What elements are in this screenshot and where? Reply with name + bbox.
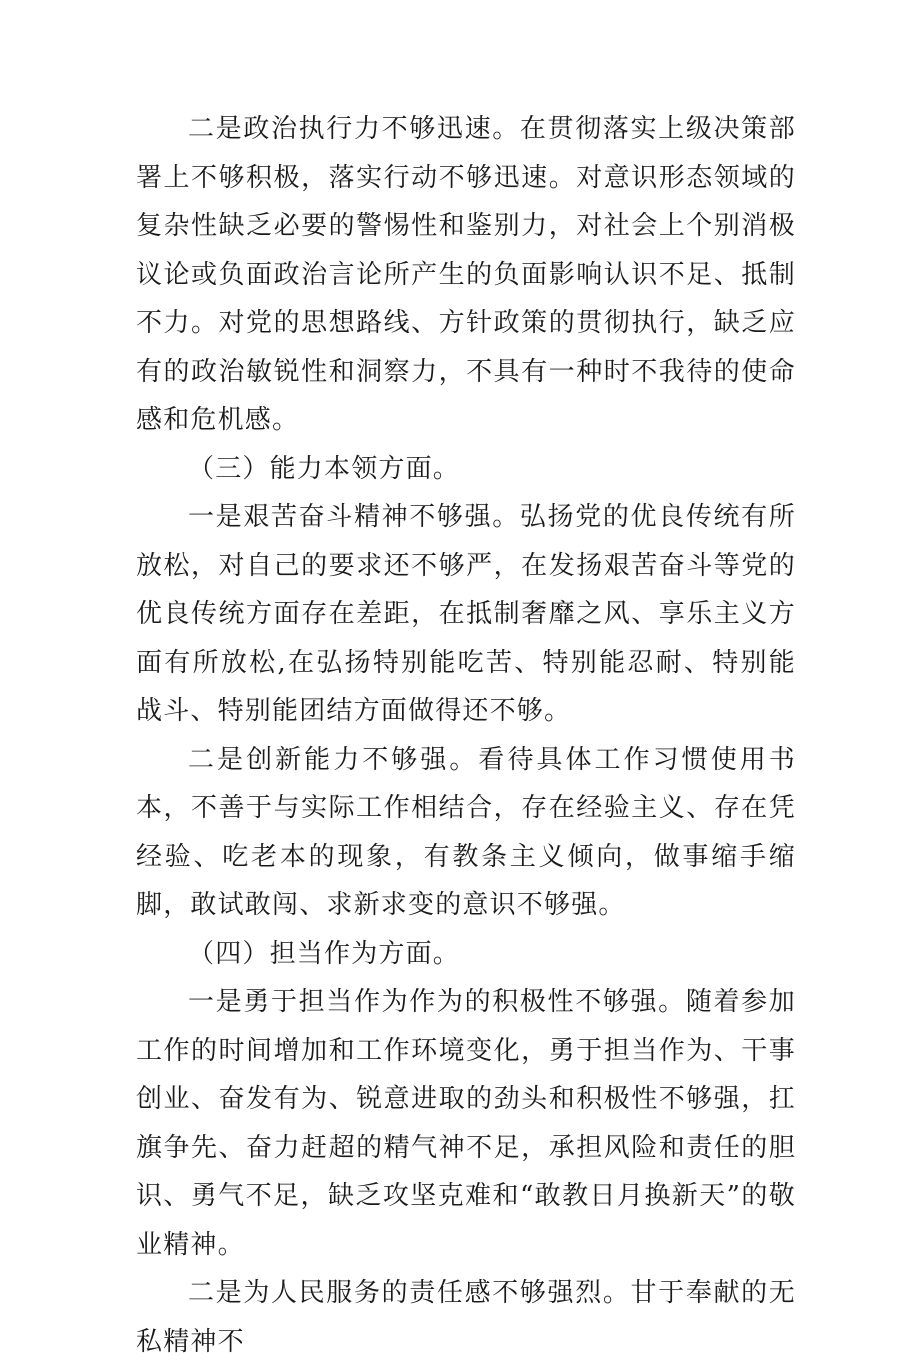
paragraph-hard-work-spirit: 一是艰苦奋斗精神不够强。弘扬党的优良传统有所放松，对自己的要求还不够严，在发扬艰苦奋斗等党的优良传统方面存在差距，在抵制奢靡之风、享乐主义方面有所放松,在弘扬特别能吃苦、特别能忍耐、特别能战斗、特别能团结方面做得还不够。 (136, 502, 796, 726)
document-body (136, 105, 796, 1366)
paragraph-initiative: 一是勇于担当作为作为的积极性不够强。随着参加工作的时间增加和工作环境变化，勇于担当作为、干事创业、奋发有为、锐意进取的劲头和积极性不够强，扛旗争先、奋力赶超的精气神不足，承担风险和责任的胆识、勇气不足，缺乏攻坚克难和“敢教日月换新天”的敬业精神。 (136, 987, 796, 1260)
paragraph-innovation-ability: 二是创新能力不够强。看待具体工作习惯使用书本，不善于与实际工作相结合，存在经验主义、存在凭经验、吃老本的现象，有教条主义倾向，做事缩手缩脚，敢试敢闯、求新求变的意识不够强。 (136, 744, 796, 920)
paragraph-political-execution: 二是政治执行力不够迅速。在贯彻落实上级决策部署上不够积极，落实行动不够迅速。对意识形态领域的复杂性缺乏必要的警惕性和鉴别力，对社会上个别消极议论或负面政治言论所产生的负面影响认识不足、抵制不力。对党的思想路线、方针政策的贯彻执行，缺乏应有的政治敏锐性和洞察力，不具有一种时不我待的使命感和危机感。 (136, 114, 796, 435)
section-heading-ability: （三）能力本领方面。 (188, 453, 461, 484)
paragraph-service-responsibility: 二是为人民服务的责任感不够强烈。甘于奉献的无私精神不 (136, 1278, 796, 1357)
section-heading-responsibility: （四）担当作为方面。 (188, 938, 461, 969)
